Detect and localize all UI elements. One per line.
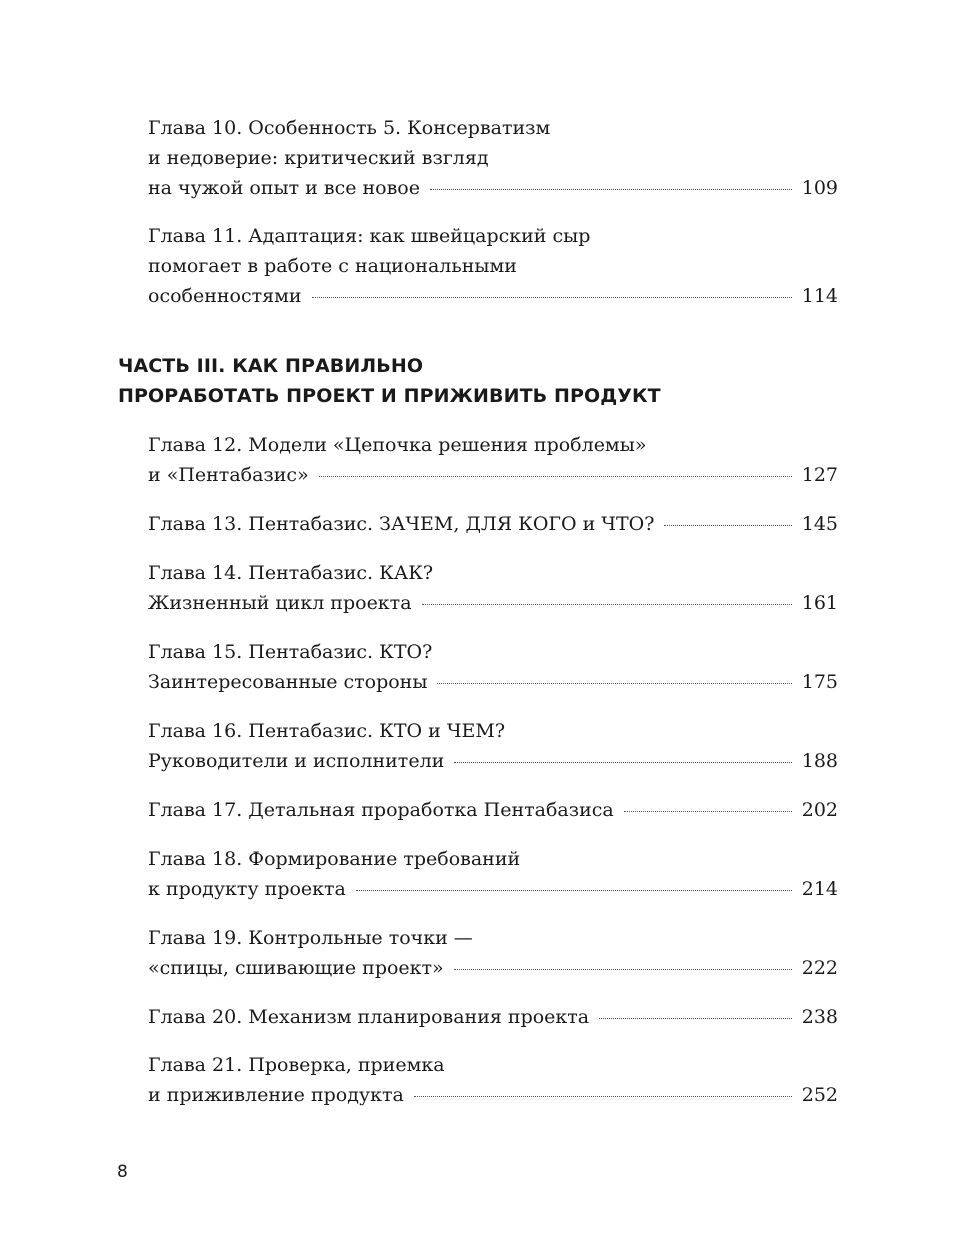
toc-entry-last-line [148, 509, 838, 539]
toc-entry-last-line [148, 874, 838, 904]
toc-entry-chapter-10 [148, 113, 838, 203]
toc-entry-text: Глава 13. Пентабазис. ЗАЧЕМ, ДЛЯ КОГО и ЧТО? [148, 513, 655, 535]
dot-leader [624, 811, 792, 812]
toc-entry-last-line [148, 588, 838, 618]
toc-entry-chapter-16 [148, 716, 838, 776]
toc-page-number: 175 [801, 671, 838, 693]
part-heading [118, 351, 838, 411]
dot-leader [430, 189, 792, 190]
toc-entry-chapter-12 [148, 430, 838, 490]
toc-entry-text: Заинтересованные стороны [148, 671, 428, 693]
toc-entry-text: Глава 20. Механизм планирования проекта [148, 1006, 590, 1028]
toc-page-number: 202 [801, 799, 838, 821]
toc-entry-chapter-19 [148, 923, 838, 983]
part-heading-line: ПРОРАБОТАТЬ ПРОЕКТ И ПРИЖИВИТЬ ПРОДУКТ [118, 385, 661, 407]
toc-entry-text: и недоверие: критический взгляд [148, 147, 489, 169]
toc-entry-last-line [148, 795, 838, 825]
toc-entry-text: Глава 18. Формирование требований [148, 848, 521, 870]
dot-leader [356, 890, 792, 891]
dot-leader [319, 476, 792, 477]
toc-page-number: 161 [801, 592, 838, 614]
toc-entry-last-line [148, 1002, 838, 1032]
toc-entry-text: помогает в работе с национальными [148, 255, 517, 277]
toc-entry-last-line [148, 746, 838, 776]
toc-page-number: 188 [801, 750, 838, 772]
toc-entry-text: Глава 17. Детальная проработка Пентабазиса [148, 799, 614, 821]
toc-entry-chapter-14 [148, 558, 838, 618]
toc-page-number: 222 [801, 957, 838, 979]
toc-entry-text: Жизненный цикл проекта [148, 592, 412, 614]
toc-page-number: 114 [801, 285, 838, 307]
dot-leader [422, 604, 792, 605]
toc-entry-last-line [148, 1080, 838, 1110]
toc-entry-text: «спицы, сшивающие проект» [148, 957, 444, 979]
toc-page-number: 109 [801, 177, 838, 199]
toc-page-number: 127 [801, 464, 838, 486]
part-heading-line: ЧАСТЬ III. КАК ПРАВИЛЬНО [118, 355, 424, 377]
toc-entry-chapter-20 [148, 1002, 838, 1032]
dot-leader [312, 297, 792, 298]
toc-entry-last-line [148, 281, 838, 311]
toc-entry-text: Глава 19. Контрольные точки — [148, 927, 473, 949]
dot-leader [454, 969, 792, 970]
dot-leader [599, 1018, 792, 1019]
toc-entry-text: на чужой опыт и все новое [148, 177, 420, 199]
dot-leader [454, 762, 791, 763]
toc-entry-text: Глава 11. Адаптация: как швейцарский сыр [148, 225, 591, 247]
toc-entry-text: Руководители и исполнители [148, 750, 445, 772]
toc-entry-last-line [148, 667, 838, 697]
toc-entry-text: Глава 21. Проверка, приемка [148, 1054, 445, 1076]
toc-entry-text: и «Пентабазис» [148, 464, 309, 486]
toc-entry-chapter-18 [148, 844, 838, 904]
toc-page-number: 214 [801, 878, 838, 900]
toc-entry-text: Глава 16. Пентабазис. КТО и ЧЕМ? [148, 720, 506, 742]
page-number: 8 [117, 1162, 128, 1182]
toc-entry-last-line [148, 173, 838, 203]
toc-entry-chapter-11 [148, 221, 838, 311]
toc-entry-chapter-13 [148, 509, 838, 539]
dot-leader [414, 1096, 792, 1097]
toc-page-number: 145 [801, 513, 838, 535]
toc-entry-text: и приживление продукта [148, 1084, 404, 1106]
toc-entry-chapter-17 [148, 795, 838, 825]
toc-page-number: 238 [801, 1006, 838, 1028]
toc-entry-last-line [148, 460, 838, 490]
toc-entry-chapter-15 [148, 637, 838, 697]
toc-entry-text: Глава 15. Пентабазис. КТО? [148, 641, 433, 663]
toc-entry-text: особенностями [148, 285, 302, 307]
toc-page-number: 252 [801, 1084, 838, 1106]
dot-leader [664, 525, 791, 526]
toc-entry-text: Глава 12. Модели «Цепочка решения проблемы» [148, 434, 647, 456]
toc-entry-last-line [148, 953, 838, 983]
toc-entry-text: Глава 14. Пентабазис. КАК? [148, 562, 434, 584]
toc-entry-text: к продукту проекта [148, 878, 346, 900]
dot-leader [437, 683, 791, 684]
toc-entry-text: Глава 10. Особенность 5. Консерватизм [148, 117, 551, 139]
toc-entry-chapter-21 [148, 1050, 838, 1110]
